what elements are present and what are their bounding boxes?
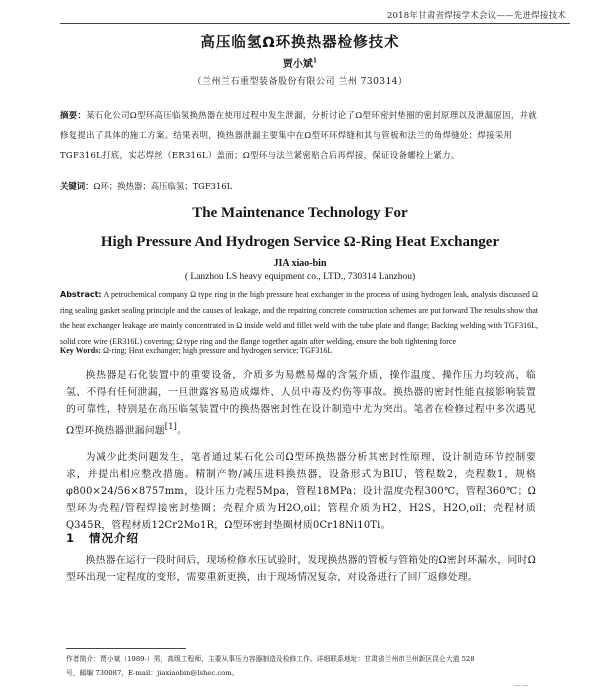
- title-en-line2: High Pressure And Hydrogen Service Ω-Ring Heat Exchanger: [100, 234, 500, 250]
- author-footnote: [66, 652, 536, 680]
- keywords-en: [60, 346, 538, 355]
- body-paragraph-2: 为减少此类问题发生，笔者通过某石化公司Ω型环换热器分析其密封性原理、设计制造环节控制要求，并提出相应整改措施。精制产物/减压进料换热器，设备形式为BIU，管程数2，壳程数1，规格φ800×24/56×8757mm，设计压力壳程5Mpa，管程18MPa；设计温度壳程300℃，管程360℃；Ω型环为壳程/管程焊接密封垫圈；壳程介质为H2O,oil；管程介质为H2，H2S，H2O,oil；壳程材质Q345R，管程材质12Cr2Mo1R，Ω型环密封垫圈材质0Cr18Ni10Ti。: [66, 452, 536, 531]
- body-paragraph-1: [66, 367, 536, 439]
- title-cn: 高压临氢Ω环换热器检修技术: [200, 35, 400, 51]
- abstract-en: [60, 287, 538, 349]
- body-paragraph-1-end: 。: [177, 425, 188, 437]
- keywords-en-label: Key Words:: [60, 346, 101, 355]
- footnote-line-1: 作者简介：贾小斌（1989-）男，高级工程师，主要从事压力容器制造及检修工作。详细联系地址：甘肃省兰州市兰州新区昆仑大道 528: [66, 655, 475, 663]
- title-en-line1: The Maintenance Technology For: [192, 205, 408, 221]
- running-header: 2018年甘肃省焊接学术会议——先进焊接技术: [386, 11, 566, 21]
- corner-mark: --- ---: [513, 682, 528, 689]
- footnote-rule: [66, 648, 186, 649]
- affiliation-en: ( Lanzhou LS heavy equipment co., LTD., 730314 Lanzhou): [184, 272, 416, 282]
- abstract-cn: [60, 105, 538, 165]
- abstract-cn-label: 摘要：: [60, 110, 87, 120]
- footnote-line-2: 号，邮编 730087，E-mail：jiaxiaobin@lshec.com。: [66, 669, 239, 677]
- keywords-cn: [60, 180, 538, 192]
- abstract-en-label: Abstract:: [60, 290, 102, 299]
- header-rule: [60, 23, 570, 24]
- section-heading-1: [66, 530, 139, 546]
- body-paragraph-1-text: 换热器是石化装置中的重要设备，介质多为易燃易爆的含氢介质，操作温度、操作压力均较高，临氢、不得有任何泄漏，一旦泄露容易造成爆炸、人员中毒及灼伤等事故。换热器的密封性能直接影响装置的可靠性，特别是在高压临氢装置中的换热器密封性在设计制造中尤为突出。笔者在检修过程中多次遇见Ω型环换热器泄漏问题: [66, 370, 536, 437]
- abstract-cn-text: 某石化公司Ω型环高压临氢换热器在使用过程中发生泄漏，分析讨论了Ω型环密封垫圈的密封原理以及泄漏原因，并就修复提出了具体的施工方案。结果表明，换热器泄漏主要集中在Ω型环环焊缝和其与管板和法兰的角焊缝处；焊接采用TGF316L打底，实芯焊丝（ER316L）盖面；Ω型环与法兰紧密贴合后再焊接，保证设备螺栓上紧力。: [60, 110, 538, 160]
- keywords-cn-label: 关键词：: [60, 181, 94, 191]
- affiliation-cn: （兰州兰石重型装备股份有限公司 兰州 730314）: [192, 77, 408, 87]
- section-heading-1-title: 情况介绍: [89, 531, 140, 545]
- body-paragraph-3: 换热器在运行一段时间后，现场检修水压试验时，发现换热器的管板与管箱处的Ω密封环漏水，同时Ω型环出现一定程度的变形，需要重新更换，由于现场情况复杂，对设备进行了回厂返修处理。: [66, 555, 536, 583]
- abstract-en-text: A petrochemical company Ω type ring in the high pressure heat exchanger in the process of using hydrogen leak, analysis discussed Ω ring sealing gasket sealing principle and the causes of leakage, and the repairing concrete construction schemes are put forward The results show that the heat exchanger leakage are mainly concentrated in Ω inside weld and fillet weld with the tube plate and flange; Backing welding with TGF316L, solid core wire (ER316L) covering; Ω type ring and the flange together again after welding, ensure the bolt tightening force: [60, 290, 538, 346]
- keywords-en-text: Ω-ring; Heat exchanger; high pressure and hydrogen service; TGF316L: [102, 346, 333, 355]
- author-cn-name: 贾小斌: [282, 59, 313, 70]
- author-cn-sup: 1: [312, 57, 318, 65]
- keywords-cn-text: Ω环；换热器；高压临氢；TGF316L: [93, 181, 233, 191]
- citation-1: [1]: [164, 421, 178, 431]
- section-heading-1-number: 1: [66, 531, 76, 545]
- author-en: JIA xiao-bin: [273, 258, 327, 269]
- author-cn: [0, 55, 600, 70]
